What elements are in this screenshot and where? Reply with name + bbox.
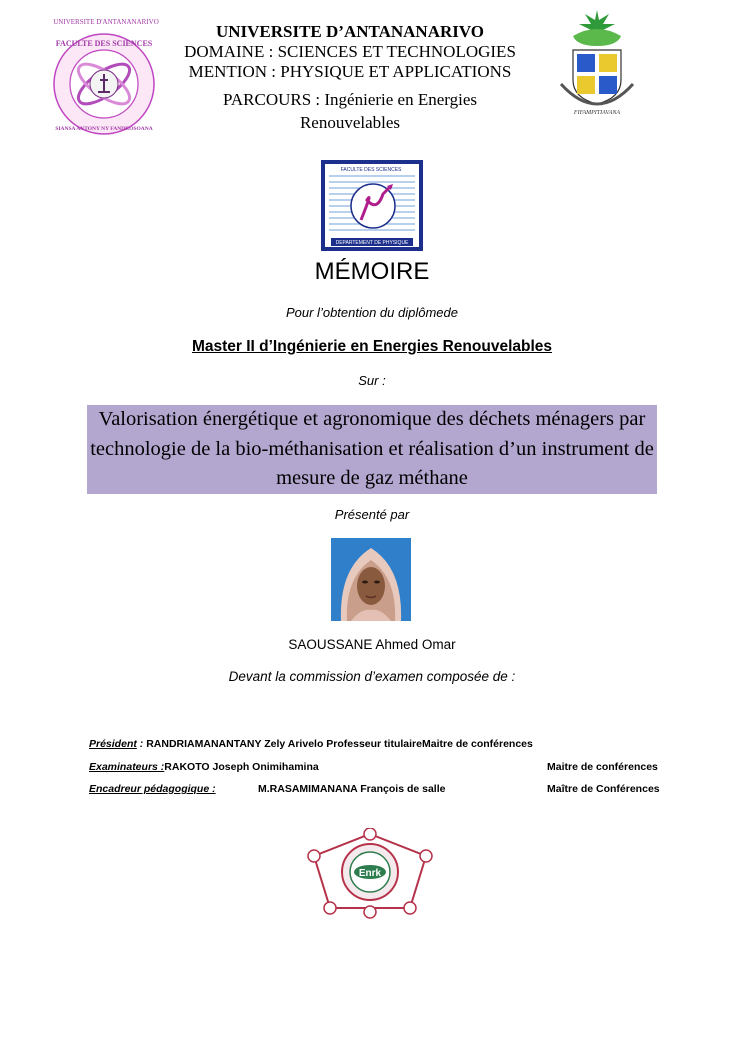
encadreur-title: Maître de Conférences [547,783,660,795]
university-name: UNIVERSITE D’ANTANANARIVO [215,22,485,41]
domain-line: DOMAINE : SCIENCES ET TECHNOLOGIES [184,42,516,61]
examinateurs-name: RAKOTO Joseph Onimihamina [164,761,319,773]
parcours-line: PARCOURS : Ingénierie en Energies Renouvelables [222,90,478,132]
thesis-title: Valorisation énergétique et agronomique des déchets ménagers par technologie de la bio-méthanisation et réalisation d’un instrument de mesure de gaz méthane [90,408,654,489]
author-photo [331,538,411,621]
jury-examinateurs-row [89,761,669,773]
sur-label: Sur : [358,373,386,388]
document-type-title: MÉMOIRE [314,258,430,285]
degree-title: Master II d’Ingénierie en Energies Renouvelables [191,338,553,355]
university-crest [543,6,651,122]
examinateurs-title: Maitre de conférences [547,761,658,773]
president-separator: : [136,738,147,750]
presented-by-label: Présenté par [334,507,410,522]
jury-president-row [89,738,533,750]
thesis-title-box [87,405,657,494]
svg-text:DEPARTEMENT DE PHYSIQUE: DEPARTEMENT DE PHYSIQUE [335,240,409,246]
encadreur-name: M.RASAMIMANANA François de salle [258,783,446,795]
faculty-of-sciences-seal [52,16,160,138]
president-text: RANDRIAMANANTANY Zely Arivelo Professeur titulaireMaitre de conférences [146,738,533,750]
institution-header [150,22,550,134]
svg-text:FIFAMPITIAVANA: FIFAMPITIAVANA [573,110,621,116]
obtention-text: Pour l’obtention du diplômede [285,305,458,320]
svg-text:FACULTE DES SCIENCES: FACULTE DES SCIENCES [340,167,402,173]
jury-encadreur-row [89,783,669,795]
physics-department-logo [321,160,423,251]
svg-text:FACULTE DES SCIENCES: FACULTE DES SCIENCES [55,39,153,48]
svg-text:UNIVERSITE D'ANTANANARIVO: UNIVERSITE D'ANTANANARIVO [53,18,159,26]
mention-line: MENTION : PHYSIQUE ET APPLICATIONS [188,62,512,81]
svg-text:Enrk: Enrk [358,868,382,879]
president-role: Président [89,738,137,750]
author-name: SAOUSSANE Ahmed Omar [288,637,456,652]
examinateurs-role: Examinateurs : [89,761,165,773]
enrk-logo [298,828,443,920]
commission-text: Devant la commission d’examen composée de : [228,669,516,684]
encadreur-role: Encadreur pédagogique : [89,783,216,795]
svg-text:SIANSA ANTONY NY FANDROSOANA: SIANSA ANTONY NY FANDROSOANA [55,126,153,132]
